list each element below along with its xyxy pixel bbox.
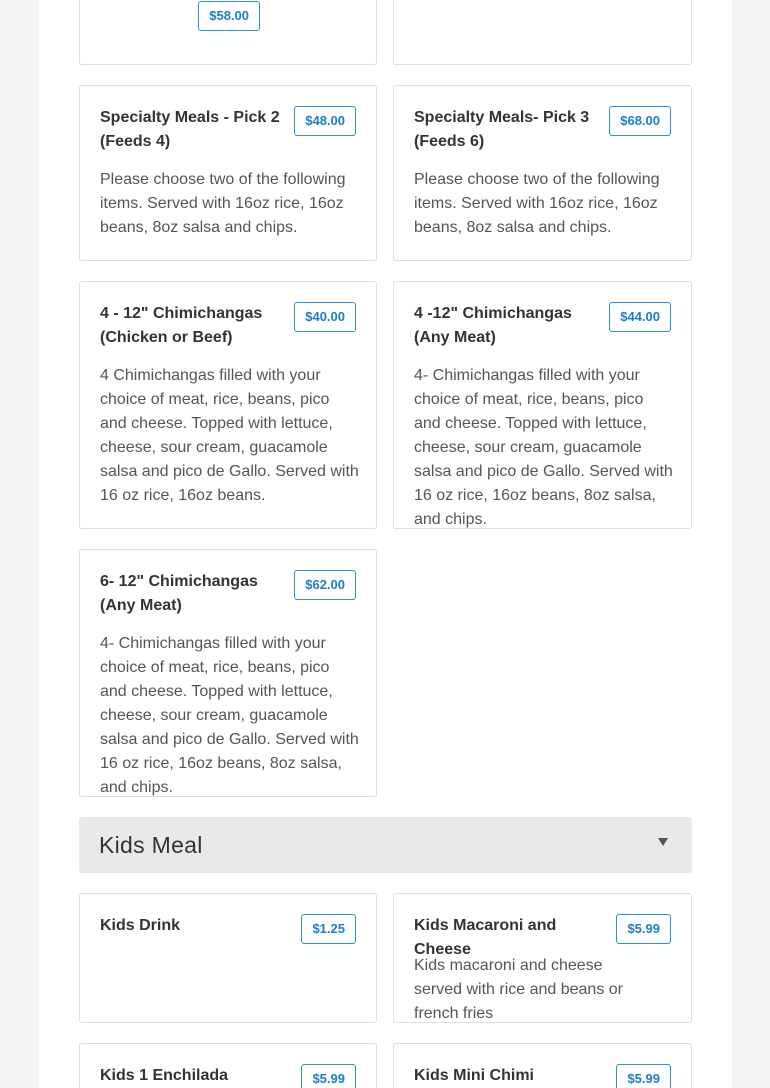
menu-item-card[interactable]	[393, 0, 692, 65]
item-description: Please choose two of the following items. Served with 16oz rice, 16oz beans, 8oz salsa and chips.	[414, 171, 660, 236]
price-badge: $1.25	[301, 914, 356, 944]
price-badge: $68.00	[609, 106, 671, 136]
price-badge: $40.00	[294, 302, 356, 332]
price-badge: $5.99	[616, 1064, 671, 1088]
section-title: Kids Meal	[99, 832, 203, 858]
menu-item-card[interactable]	[79, 1043, 377, 1088]
menu-item-card[interactable]	[79, 549, 377, 797]
menu-item-card[interactable]	[393, 1043, 692, 1088]
price-badge: $5.99	[616, 914, 671, 944]
price-badge: $58.00	[198, 1, 260, 31]
menu-item-card[interactable]	[79, 85, 377, 261]
item-name: 4 - 12" Chimichangas (Chicken or Beef)	[100, 305, 263, 346]
price-badge: $48.00	[294, 106, 356, 136]
item-name: Kids Drink	[100, 917, 181, 934]
price-badge: $5.99	[301, 1064, 356, 1088]
menu-item-card[interactable]	[79, 281, 377, 529]
item-description: 4 Chimichangas filled with your choice of meat, rice, beans, pico and cheese. Topped with lettuce, cheese, sour cream, guacamole salsa and pico de Gallo. Served with 16 oz rice, 16oz beans.	[100, 367, 359, 504]
item-description: Please choose two of the following items. Served with 16oz rice, 16oz beans, 8oz salsa and chips.	[100, 171, 346, 236]
item-name: Kids Mini Chimi	[414, 1067, 534, 1084]
kids-meal-section-header[interactable]	[79, 817, 692, 873]
item-name: Kids 1 Enchilada	[100, 1067, 229, 1084]
item-description: 4- Chimichangas filled with your choice of meat, rice, beans, pico and cheese. Topped with lettuce, cheese, sour cream, guacamole salsa and pico de Gallo. Served with 16 oz rice, 16oz beans, 8oz salsa, and chips.	[100, 635, 359, 796]
chevron-down-icon[interactable]	[658, 838, 668, 846]
item-description: 4- Chimichangas filled with your choice of meat, rice, beans, pico and cheese. Topped with lettuce, cheese, sour cream, guacamole salsa and pico de Gallo. Served with 16 oz rice, 16oz beans, 8oz salsa, and chips.	[414, 367, 673, 528]
price-badge: $62.00	[294, 570, 356, 600]
price-badge: $44.00	[609, 302, 671, 332]
item-description: Kids macaroni and cheese served with rice and beans or french fries	[414, 957, 623, 1022]
menu-item-card[interactable]	[393, 281, 692, 529]
menu-item-card[interactable]	[393, 893, 692, 1023]
menu-item-card[interactable]	[393, 85, 692, 261]
item-name: 4 -12" Chimichangas (Any Meat)	[414, 305, 572, 346]
menu-item-card[interactable]	[79, 893, 377, 1023]
item-name: Specialty Meals- Pick 3 (Feeds 6)	[414, 109, 590, 150]
item-name: 6- 12" Chimichangas (Any Meat)	[100, 573, 258, 614]
menu-item-card[interactable]	[79, 0, 377, 65]
item-name: Specialty Meals - Pick 2 (Feeds 4)	[100, 109, 280, 150]
item-name: Kids Macaroni and Cheese	[414, 917, 557, 958]
